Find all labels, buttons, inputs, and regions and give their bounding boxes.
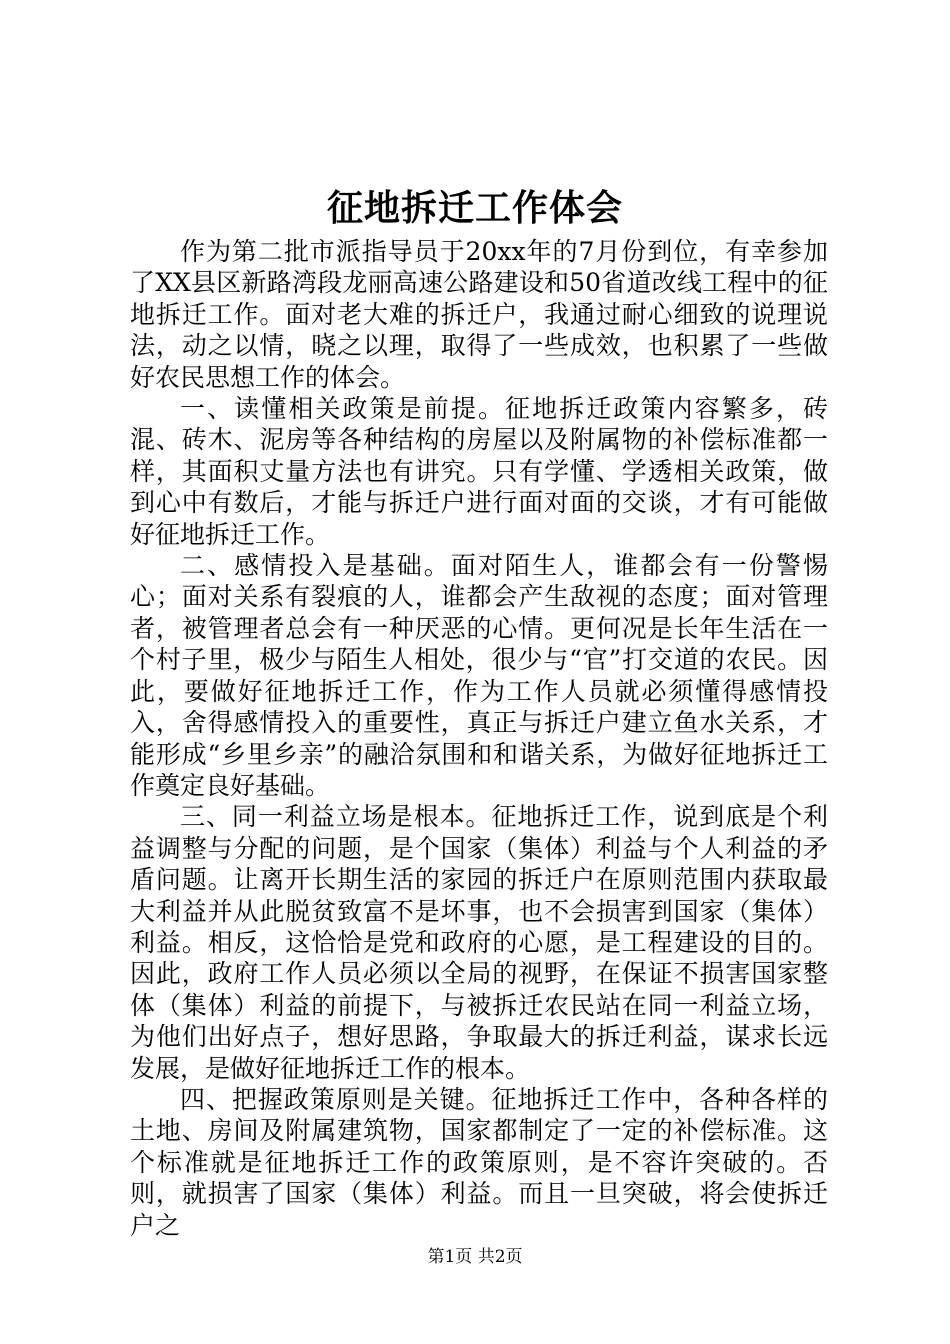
paragraph-intro: 作为第二批市派指导员于20xx年的7月份到位，有幸参加了XX县区新路湾段龙丽高速公路建设和50省道改线工程中的征地拆迁工作。面对老大难的拆迁户，我通过耐心细致的说理说法，动之以情，晓之以理，取得了一些成效，也积累了一些做好农民思想工作的体会。 [130, 237, 828, 392]
paragraph-section-3: 三、同一利益立场是根本。征地拆迁工作，说到底是个利益调整与分配的问题，是个国家（集体）利益与个人利益的矛盾问题。让离开长期生活的家园的拆迁户在原则范围内获取最大利益并从此脱贫致富不是坏事，也不会损害到国家（集体）利益。相反，这恰恰是党和政府的心愿，是工程建设的目的。因此，政府工作人员必须以全局的视野，在保证不损害国家整体（集体）利益的前提下，与被拆迁农民站在同一利益立场，为他们出好点子，想好思路，争取最大的拆迁利益，谋求长远发展，是做好征地拆迁工作的根本。 [130, 802, 828, 1083]
document-title: 征地拆迁工作体会 [326, 187, 623, 229]
document-body [130, 236, 828, 1241]
paragraph-section-1: 一、读懂相关政策是前提。征地拆迁政策内容繁多，砖混、砖木、泥房等各种结构的房屋以及附属物的补偿标准都一样，其面积丈量方法也有讲究。只有学懂、学透相关政策，做到心中有数后，才能与拆迁户进行面对面的交谈，才有可能做好征地拆迁工作。 [130, 394, 828, 549]
page-number-footer: 第1页 共2页 [427, 1247, 523, 1267]
paragraph-section-4: 四、把握政策原则是关键。征地拆迁工作中，各种各样的土地、房间及附属建筑物，国家都制定了一定的补偿标准。这个标准就是征地拆迁工作的政策原则，是不容许突破的。否则，就损害了国家（集体）利益。而且一旦突破，将会使拆迁户之 [130, 1084, 828, 1240]
paragraph-section-2: 二、感情投入是基础。面对陌生人，谁都会有一份警惕心；面对关系有裂痕的人，谁都会产生敌视的态度；面对管理者，被管理者总会有一种厌恶的心情。更何况是长年生活在一个村子里，极少与陌生人相处，很少与“官”打交道的农民。因此，要做好征地拆迁工作，作为工作人员就必须懂得感情投入，舍得感情投入的重要性，真正与拆迁户建立鱼水关系，才能形成“乡里乡亲”的融洽氛围和和谐关系，为做好征地拆迁工作奠定良好基础。 [130, 551, 828, 800]
